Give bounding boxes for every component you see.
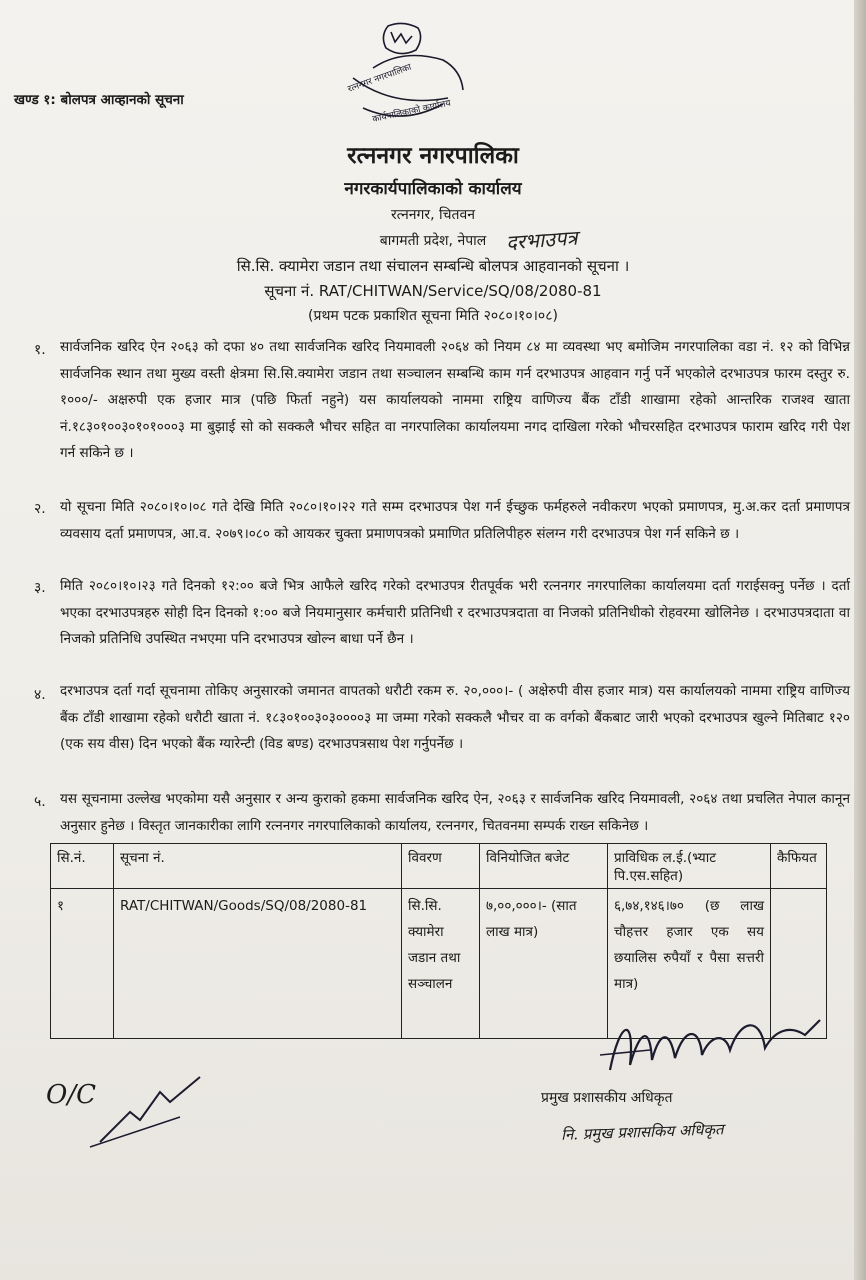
clause-number: १. (34, 342, 46, 358)
municipality-seal-stamp (333, 18, 473, 138)
handwritten-signatory-title: नि. प्रमुख प्रशासकिय अधिकृत (560, 1120, 724, 1144)
clause-number: ४. (34, 687, 46, 703)
table-cell: RAT/CHITWAN/Goods/SQ/08/2080-81 (114, 889, 402, 1039)
address-line-1: रत्ननगर, चितवन (390, 207, 476, 223)
column-header: विनियोजित बजेट (480, 844, 608, 889)
svg-text:रत्ननगर नगरपालिका: रत्ननगर नगरपालिका (346, 62, 413, 95)
table-cell: सि.सि. क्यामेरा जडान तथा सञ्चालन (402, 889, 480, 1039)
column-header: सि.नं. (51, 844, 114, 889)
clause-number: २. (34, 501, 46, 517)
notice-number: सूचना नं. RAT/CHITWAN/Service/SQ/08/2080-81 (264, 282, 602, 300)
officer-signature (590, 1010, 830, 1080)
signatory-title: प्रमुख प्रशासकीय अधिकृत (541, 1090, 673, 1106)
oic-signature (60, 1072, 210, 1152)
handwritten-annotation: दरभाउपत्र (505, 225, 579, 255)
column-header: कैफियत (771, 844, 827, 889)
clause-text: सार्वजनिक खरिद ऐन २०६३ को दफा ४० तथा सार्वजनिक खरिद नियमावली २०६४ को नियम ८४ मा व्यवस्था भए बमोजिम नगरपालिका वडा नं. १२ को विभिन्न सार्वजनिक स्थान तथा मुख्य वस्ती क्षेत्रमा सि.सि.क्यामेरा जडान तथा सञ्चालन सम्बन्धि काम गर्न दरभाउपत्र आहवान गर्नु पर्ने भएकोले दरभाउपत्र फारम दस्तुर रु. १०००/- अक्षरुपी एक हजार मात्र (पछि फिर्ता नहुने) यस कार्यालयको नाममा राष्ट्रिय वाणिज्य बैंक टाँडी शाखामा रहेको आन्तरिक राजश्व खाता नं.१८३०१००३०१०१०००३ मा बुझाई सो को सक्कलै भौचर सहित वा नगरपालिका कार्यालयमा नगद दाखिला गरेको भौचरसहित दरभाउपत्र फाराम खरिद गरी पेश गर्न सकिने छ । (60, 339, 850, 461)
column-header: सूचना नं. (114, 844, 402, 889)
table-cell: ६,७४,१४६।७० (छ लाख चौहत्तर हजार एक सय छयालिस रुपैयाँ र पैसा सत्तरी मात्र) (608, 889, 771, 1039)
table-header-row (51, 844, 827, 889)
office-name: नगरकार्यपालिकाको कार्यालय (344, 179, 522, 199)
notice-title: सि.सि. क्यामेरा जडान तथा संचालन सम्बन्धि बोलपत्र आहवानको सूचना । (236, 257, 630, 275)
org-name: रत्ननगर नगरपालिका (347, 143, 519, 169)
clause-text: यो सूचना मिति २०८०।१०।०८ गते देखि मिति २०८०।१०।२२ गते सम्म दरभाउपत्र पेश गर्न ईच्छुक फर्महरुले नवीकरण भएको प्रमाणपत्र, मु.अ.कर दर्ता प्रमाणपत्र व्यवसाय दर्ता प्रमाणपत्र, आ.व. २०७९।०८० को आयकर चुक्ता प्रमाणपत्रको प्रमाणित प्रतिलिपीहरु संलग्न गरी दरभाउपत्र पेश गर्न सकिने छ । (60, 499, 850, 542)
svg-text:कार्यपालिकाको कार्यालय: कार्यपालिकाको कार्यालय (371, 98, 452, 125)
clause-number: ३. (34, 580, 46, 596)
address-line-2: बागमती प्रदेश, नेपाल (379, 233, 487, 249)
section-label: खण्ड १: बोलपत्र आव्हानको सूचना (14, 92, 184, 108)
table-cell: १ (51, 889, 114, 1039)
oic-note: O/C (46, 1080, 96, 1110)
column-header: विवरण (402, 844, 480, 889)
clause-text: यस सूचनामा उल्लेख भएकोमा यसै अनुसार र अन्य कुराको हकमा सार्वजनिक खरिद ऐन, २०६३ र सार्वजनिक खरिद नियमावली, २०६४ तथा प्रचलित नेपाल कानून अनुसार हुनेछ । विस्तृत जानकारीका लागि रत्ननगर नगरपालिकाको कार्यालय, रत्ननगर, चितवनमा सम्पर्क राख्न सकिनेछ । (60, 791, 850, 834)
column-header: प्राविधिक ल.ई.(भ्याट पि.एस.सहित) (608, 844, 771, 889)
first-publication-date: (प्रथम पटक प्रकाशित सूचना मिति २०८०।१०।०८) (308, 308, 558, 324)
table-cell: ७,००,०००।- (सात लाख मात्र) (480, 889, 608, 1039)
clause-number: ५. (34, 794, 46, 810)
clause-text: दरभाउपत्र दर्ता गर्दा सूचनामा तोकिए अनुसारको जमानत वापतको धरौटी रकम रु. २०,०००।- ( अक्षेरुपी वीस हजार मात्र) यस कार्यालयको नाममा राष्ट्रिय वाणिज्य बैंक टाँडी शाखामा रहेको धरौटी खाता नं. १८३०१००३०३००००३ मा जम्मा गरेको सक्कलै भौचर वा क वर्गको बैंकबाट जारी भएको दरभाउपत्र खुल्ने मितिबाट १२० (एक सय वीस) दिन भएको बैंक ग्यारेन्टी (विड बण्ड) दरभाउपत्रसाथ पेश गर्नुपर्नेछ । (60, 683, 850, 752)
clause-text: मिति २०८०।१०।२३ गते दिनको १२:०० बजे भित्र आफैले खरिद गरेको दरभाउपत्र रीतपूर्वक भरी रत्ननगर नगरपालिका कार्यालयमा दर्ता गराईसक्नु पर्नेछ । दर्ता भएका दरभाउपत्रहरु सोही दिन दिनको १:०० बजे नियमानुसार कर्मचारी प्रतिनिधी र दरभाउपत्रदाता वा निजको प्रतिनिधीको रोहवरमा खोलिनेछ । दरभाउपत्रदाता वा निजको प्रतिनिधि उपस्थित नभएमा पनि दरभाउपत्र खोल्न बाधा पर्ने छैन । (60, 578, 850, 647)
